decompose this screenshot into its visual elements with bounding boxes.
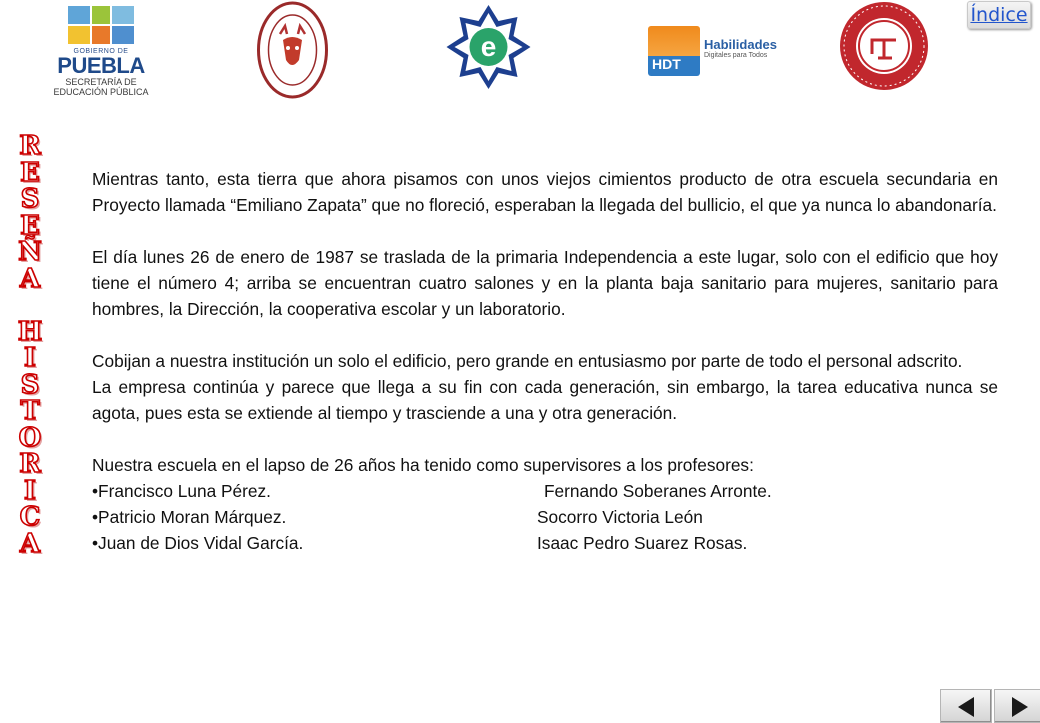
index-link-label[interactable]: Índice — [970, 4, 1028, 26]
paragraph-relocation: El día lunes 26 de enero de 1987 se traslada de la primaria Independencia a este lugar, solo con el edificio que hoy tiene el número 4; arriba se encuentran cuatro salones y en la planta baja sanitario para mujeres, sanitario para hombres, la Dirección, la cooperativa escolar y un laboratorio. — [92, 247, 998, 319]
paragraph-generations: La empresa continúa y parece que llega a su fin con cada generación, sin embargo, la tarea educativa nunca se agota, pues esta se extiende al tiempo y trasciende a una y otra generación. — [92, 377, 998, 423]
svg-text:e: e — [480, 31, 497, 62]
paragraph-terrain: Mientras tanto, esta tierra que ahora pisamos con unos viejos cimientos producto de otra escuela secundaria en Proyecto llamada “Emiliano Zapata” que no floreció, esperaban la llegada del bullicio, el que ya nunca lo abandonaría. — [92, 169, 998, 215]
hdt-mark-text: HDT — [652, 56, 681, 72]
previous-slide-button[interactable] — [940, 689, 992, 723]
vertical-title-letter: H — [17, 316, 43, 347]
hdt-title-text: Habilidades — [704, 37, 777, 52]
puebla-sep-logo — [40, 4, 162, 100]
vertical-title-resena-historica — [10, 133, 50, 557]
vertical-title-spacer — [10, 292, 50, 319]
triangle-right-icon — [1012, 697, 1028, 717]
supervisor-name: Isaac Pedro Suarez Rosas. — [537, 533, 748, 553]
paragraph-building: Cobijan a nuestra institución un solo el edificio, pero grande en entusiasmo por parte de todo el personal adscrito. — [92, 351, 963, 371]
vertical-title-letter: S — [20, 369, 40, 400]
vertical-title-letter: O — [18, 422, 42, 453]
hdt-habilidades-logo — [648, 26, 777, 80]
e-star-logo — [440, 2, 537, 92]
puebla-sep-line2: EDUCACIÓN PÚBLICA — [53, 87, 149, 97]
hdt-badge-icon — [648, 26, 700, 76]
hdt-subtitle-text: Digitales para Todos — [704, 52, 768, 59]
deer-seal-icon — [255, 0, 330, 100]
triangle-left-icon — [958, 697, 974, 717]
puebla-sep-line1: SECRETARÍA DE — [65, 77, 137, 87]
vertical-title-letter: Ñ — [18, 237, 42, 267]
vertical-title-letter: E — [20, 210, 40, 241]
puebla-emblem-icon — [40, 4, 162, 48]
puebla-gobierno-text: GOBIERNO DE — [73, 48, 129, 55]
vertical-title-letter: I — [23, 343, 37, 373]
vertical-title-letter: I — [23, 475, 37, 506]
supervisor-name: Socorro Victoria León — [537, 507, 703, 527]
vertical-title-letter: A — [19, 263, 41, 294]
puebla-name-text: PUEBLA — [57, 53, 145, 78]
e-star-icon — [440, 2, 537, 92]
supervisor-name: •Patricio Moran Márquez. — [92, 507, 287, 527]
paragraph-supervisors-intro: Nuestra escuela en el lapso de 26 años ha tenido como supervisores a los profesores: — [92, 455, 754, 475]
supervisor-row — [92, 504, 998, 530]
supervisor-row — [92, 478, 998, 504]
supervisor-row — [92, 530, 998, 556]
vertical-title-letter: C — [19, 502, 41, 532]
vertical-title-letter: E — [20, 157, 40, 188]
vertical-title-letter: R — [19, 131, 41, 161]
next-slide-button[interactable] — [994, 689, 1040, 723]
gear-seal-logo — [833, 0, 935, 92]
supervisor-name: Fernando Soberanes Arronte. — [544, 481, 772, 501]
vertical-title-letter: S — [20, 184, 40, 214]
supervisor-name: •Juan de Dios Vidal García. — [92, 533, 304, 553]
gear-seal-icon — [833, 0, 935, 92]
vertical-title-letter: R — [19, 449, 41, 479]
article-body — [92, 166, 998, 556]
supervisor-name: •Francisco Luna Pérez. — [92, 481, 271, 501]
escuelas-tecnicas-seal-logo — [255, 0, 330, 100]
vertical-title-letter: T — [20, 396, 40, 426]
index-button[interactable] — [967, 1, 1031, 29]
vertical-title-letter: A — [19, 528, 41, 559]
